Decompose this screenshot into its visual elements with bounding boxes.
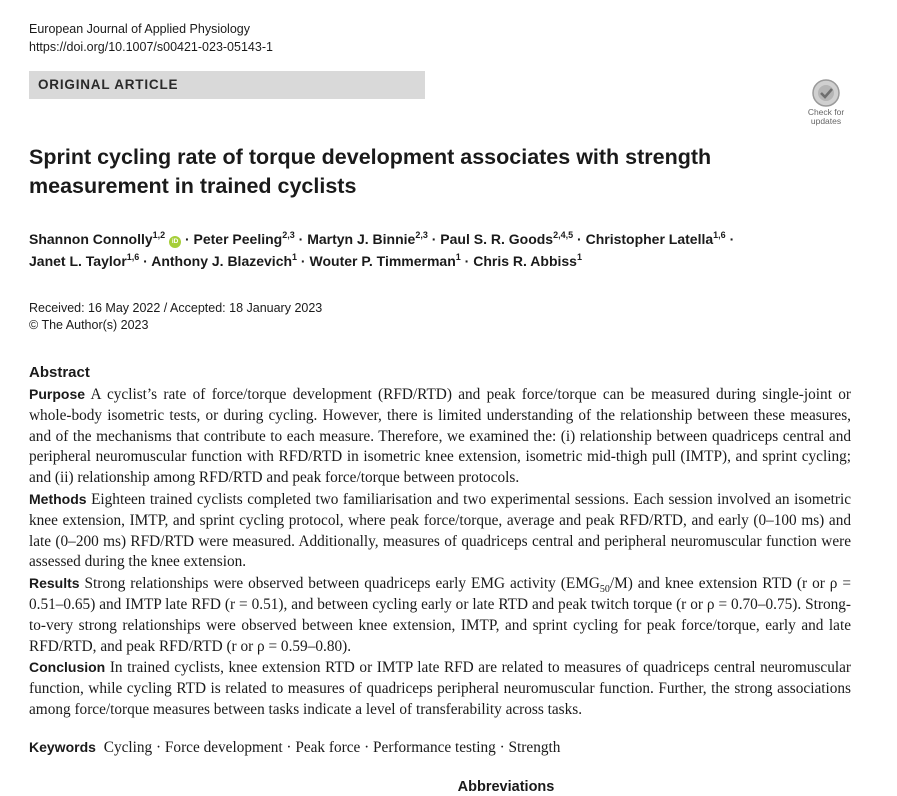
keywords-text: Cycling · Force development · Peak force · Performance testing · Strength bbox=[103, 739, 561, 756]
author[interactable]: Wouter P. Timmerman$^1$ bbox=[309, 252, 461, 269]
abstract-purpose bbox=[29, 384, 851, 489]
abstract-conclusion bbox=[29, 657, 851, 720]
updates-line2: updates bbox=[810, 115, 842, 126]
keywords bbox=[29, 739, 560, 757]
doi-link[interactable]: https://doi.org/10.1007/s00421-023-05143-1 bbox=[29, 40, 273, 54]
results-text-a: Strong relationships were observed between quadriceps early EMG activity (EMG bbox=[84, 575, 600, 593]
results-subscript: 50 bbox=[599, 584, 610, 596]
title-line-2: measurement in trained cyclists bbox=[29, 174, 357, 198]
journal-name: European Journal of Applied Physiology bbox=[29, 22, 250, 36]
purpose-label: Purpose bbox=[29, 386, 86, 402]
article-title bbox=[29, 143, 809, 201]
check-updates-icon bbox=[809, 78, 843, 108]
author[interactable]: Chris R. Abbiss$^1$ bbox=[473, 252, 582, 269]
author[interactable]: Christopher Latella$^{1,6}$ bbox=[585, 230, 726, 247]
purpose-text: A cyclist’s rate of force/torque development (RFD/RTD) and peak force/torque can be measured during single-joint or whole-body isometric tests, or during cycling. However, there is limited understanding of the relationship between these measures, and of the mechanisms that contribute to each measure. Therefore, we examined the: (i) relationship between quadriceps central and peripheral neuromuscular function with RFD/RTD in isometric knee extension, isometric mid-thigh pull (IMTP), and sprint cycling; and (ii) relationship among RFD/RTD and peak force/torque between protocols. bbox=[29, 386, 851, 487]
author-list: Shannon Connolly$^{1,2}$ iD · Peter Peeling$^{2,3}$ · Martyn J. Binnie$^{2,3}$ · Paul S. R. Goods$^{2,4,5}$ · Christopher Latella$^{1,6}$ · Janet L. Taylor$^{1,6}$ · Anthony J. Blazevich$^1$ · Wouter P. Timmerman$^1$ · Chris R. Abbiss$^1$ bbox=[29, 230, 735, 269]
author[interactable]: Janet L. Taylor$^{1,6}$ bbox=[29, 252, 140, 269]
keywords-label: Keywords bbox=[29, 739, 96, 755]
journal-header bbox=[29, 20, 273, 56]
author[interactable]: Paul S. R. Goods$^{2,4,5}$ bbox=[440, 230, 574, 247]
author[interactable]: Anthony J. Blazevich$^1$ bbox=[151, 252, 298, 269]
received-accepted: Received: 16 May 2022 / Accepted: 18 January 2023 bbox=[29, 301, 323, 315]
results-label: Results bbox=[29, 575, 80, 592]
methods-text: Eighteen trained cyclists completed two familiarisation and two experimental sessions. Each session involved an isometric knee extension, IMTP, and sprint cycling protocol, where peak force/torque, average and peak RFD/RTD, and early (0–100 ms) and late (0–200 ms) RFD/RTD were measured. Additionally, measures of quadriceps central and peripheral neuromuscular function were assessed during the knee extension. bbox=[29, 490, 851, 571]
author[interactable]: Shannon Connolly$^{1,2}$ bbox=[29, 230, 166, 247]
orcid-icon[interactable]: iD bbox=[169, 236, 181, 248]
conclusion-text: In trained cyclists, knee extension RTD or IMTP late RFD are related to measures of quadriceps central neuromuscular function, while cycling RTD is related to measures of quadriceps peripheral neuromuscular function. Further, the strong associations among force/torque measures between tasks indicate a level of transferability across tasks. bbox=[29, 659, 852, 718]
article-type-band: ORIGINAL ARTICLE bbox=[29, 71, 425, 99]
author[interactable]: Peter Peeling$^{2,3}$ bbox=[193, 230, 295, 247]
check-for-updates-badge[interactable] bbox=[803, 78, 849, 126]
conclusion-label: Conclusion bbox=[29, 659, 106, 676]
author[interactable]: Martyn J. Binnie$^{2,3}$ bbox=[307, 230, 428, 247]
title-line-1: Sprint cycling rate of torque development associates with strength bbox=[29, 145, 712, 169]
abstract-methods bbox=[29, 489, 851, 573]
results-text-b: /M) and knee extension RTD (r or ρ = 0.51–0.65) and IMTP late RFD (r = 0.51), and between cycling early or late RTD and peak twitch torque (r or ρ = 0.70–0.75). Strong-to-very strong relationships were observed between knee extension, IMTP, and sprint cycling for peak force/torque, early and late RFD/RTD, and peak RFD/RTD (r or ρ = 0.59–0.80). bbox=[29, 575, 852, 655]
updates-line1: Check for bbox=[807, 107, 845, 117]
abstract-results bbox=[29, 573, 851, 657]
methods-label: Methods bbox=[29, 490, 87, 507]
abbreviations-heading: Abbreviations bbox=[457, 779, 555, 795]
copyright: © The Author(s) 2023 bbox=[29, 318, 149, 332]
abstract-heading: Abstract bbox=[29, 364, 90, 381]
abstract-body bbox=[29, 384, 851, 721]
publication-dates bbox=[29, 300, 322, 334]
